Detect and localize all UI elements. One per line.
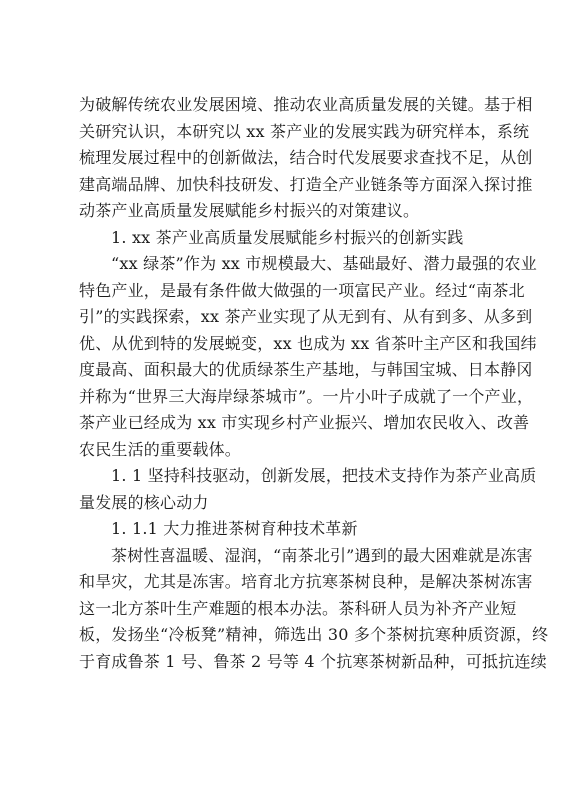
section-heading: 1. xx 茶产业高质量发展赋能乡村振兴的创新实践 (111, 227, 464, 247)
subsection-heading: 量发展的核心动力 (79, 492, 209, 512)
paragraph-line: 农民生活的重要载体。 (79, 439, 242, 459)
paragraph-line: 梳理发展过程中的创新做法，结合时代发展要求查找不足，从创 (79, 148, 533, 167)
document-body (79, 92, 549, 675)
paragraph-line: 茶树性喜温暖、湿润，“南茶北引”遇到的最大困难就是冻害 (111, 545, 533, 565)
paragraph-line: 这一北方茶叶生产难题的根本办法。茶科研人员为补齐产业短 (79, 598, 517, 618)
paragraph-line: 建高端品牌、加快科技研发、打造全产业链条等方面深入探讨推 (79, 174, 533, 194)
paragraph-line: 引”的实践探索，xx 茶产业实现了从无到有、从有到多、从多到 (79, 307, 533, 326)
paragraph-line: 为破解传统农业发展困境、推动农业高质量发展的关键。基于相 (79, 95, 533, 114)
paragraph-line: 特色产业，是最有条件做大做强的一项富民产业。经过“南茶北 (79, 280, 525, 300)
paragraph-line: 茶产业已经成为 xx 市实现乡村产业振兴、增加农民收入、改善 (79, 413, 530, 432)
paragraph-line: “xx 绿茶”作为 xx 市规模最大、基础最好、潜力最强的农业 (111, 254, 537, 273)
paragraph-line: 板，发扬坐“冷板凳”精神，筛选出 30 多个茶树抗寒种质资源，终 (79, 625, 549, 644)
paragraph-line: 和旱灾，尤其是冻害。培育北方抗寒茶树良种，是解决茶树冻害 (79, 572, 533, 591)
paragraph-line: 并称为“世界三大海岸绿茶城市”。一片小叶子成就了一个产业， (79, 386, 534, 406)
paragraph-line: 关研究认识，本研究以 xx 茶产业的发展实践为研究样本，系统 (79, 121, 530, 141)
subsection-heading: 1. 1 坚持科技驱动，创新发展，把技术支持作为茶产业高质 (111, 466, 537, 485)
paragraph-line: 动茶产业高质量发展赋能乡村振兴的对策建议。 (79, 201, 420, 220)
subsubsection-heading: 1. 1.1 大力推进茶树育种技术革新 (111, 519, 358, 538)
paragraph-line: 于育成鲁茶 1 号、鲁茶 2 号等 4 个抗寒茶树新品种，可抵抗连续 (79, 651, 547, 671)
paragraph-line: 度最高、面积最大的优质绿茶生产基地，与韩国宝城、日本静冈 (79, 360, 533, 379)
paragraph-line: 优、从优到特的发展蜕变，xx 也成为 xx 省茶叶主产区和我国纬 (79, 333, 537, 353)
